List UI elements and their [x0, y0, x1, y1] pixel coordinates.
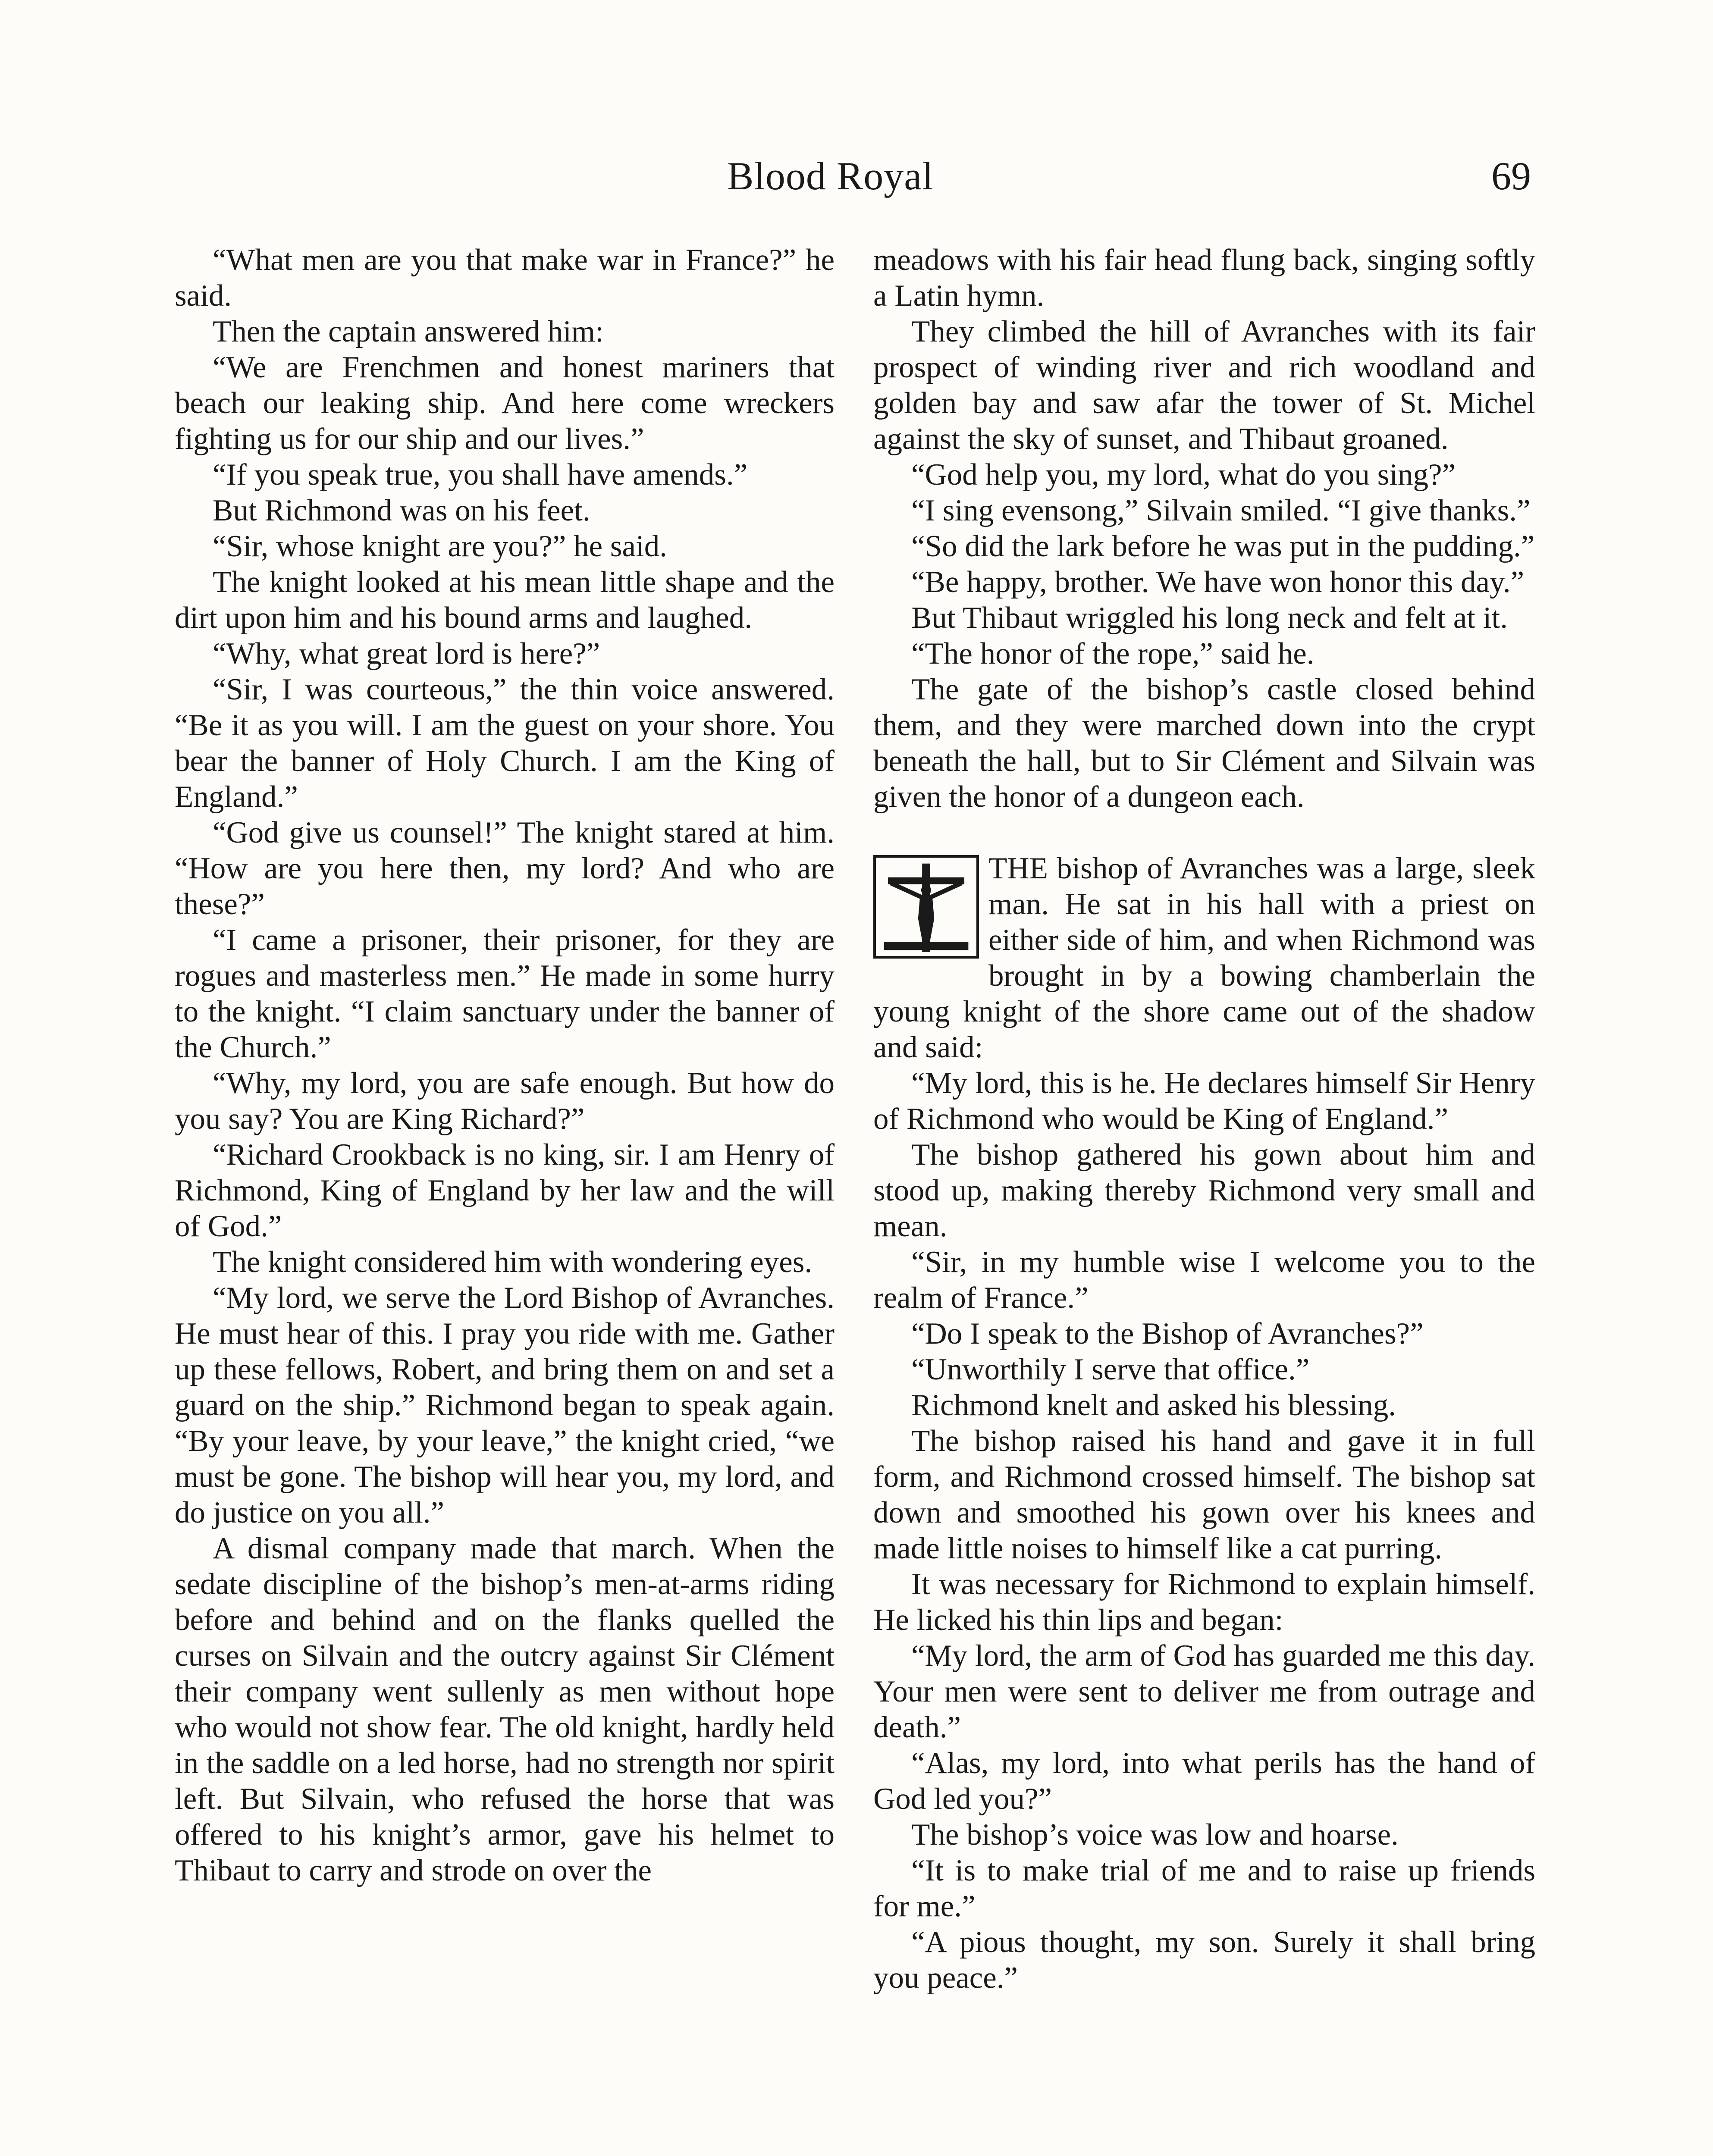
paragraph: “A pious thought, my son. Surely it shall bring you peace.”: [873, 1925, 1535, 1995]
paragraph: But Richmond was on his feet.: [213, 494, 590, 527]
section-break: [873, 815, 1535, 851]
paragraph: “So did the lark before he was put in the pudding.”: [911, 530, 1535, 563]
paragraph: “We are Frenchmen and honest mariners that beach our leaking ship. And here come wreckers fighting us for our ship and our lives.”: [175, 351, 835, 456]
paragraph: “It is to make trial of me and to raise up friends for me.”: [873, 1854, 1535, 1923]
paragraph: They climbed the hill of Avranches with its fair prospect of winding river and rich woodland and golden bay and saw afar the tower of St. Michel against the sky of sunset, and Thibaut groaned.: [873, 315, 1535, 456]
paragraph: “I sing evensong,” Silvain smiled. “I give thanks.”: [911, 494, 1531, 527]
crucifix-icon: [873, 855, 979, 959]
left-column: [175, 242, 835, 1889]
paragraph: It was necessary for Richmond to explain himself. He licked his thin lips and began:: [873, 1567, 1535, 1637]
running-title: Blood Royal: [727, 154, 934, 198]
right-column-top-text: [873, 242, 1535, 815]
running-head: [0, 153, 1713, 201]
paragraph: “Do I speak to the Bishop of Avranches?”: [911, 1317, 1424, 1351]
paragraph: “I came a prisoner, their prisoner, for they are rogues and masterless men.” He made in some hurry to the knight. “I claim sanctuary under the banner of the Church.”: [175, 923, 835, 1064]
paragraph: meadows with his fair head flung back, singing softly a Latin hymn.: [873, 243, 1535, 313]
paragraph: “Sir, in my humble wise I welcome you to the realm of France.”: [873, 1245, 1535, 1315]
right-column-bottom-text: [873, 1065, 1535, 1996]
paragraph: “Alas, my lord, into what perils has the hand of God led you?”: [873, 1746, 1535, 1816]
paragraph: “My lord, this is he. He declares himself Sir Henry of Richmond who would be King of England.”: [873, 1066, 1535, 1136]
paragraph: “Unworthily I serve that office.”: [911, 1353, 1310, 1386]
paragraph: A dismal company made that march. When the sedate discipline of the bishop’s men-at-arms riding before and behind and on the flanks quelled the curses on Silvain and the outcry against Sir Clément their company went sullenly as men without hope who would not show fear. The old knight, hardly held in the saddle on a led horse, had no strength nor spirit left. But Silvain, who refused the horse that was offered to his knight’s armor, gave his helmet to Thibaut to carry and strode on over the: [175, 1532, 835, 1887]
paragraph: “Sir, I was courteous,” the thin voice answered. “Be it as you will. I am the guest on your shore. You bear the banner of Holy Church. I am the King of England.”: [175, 673, 835, 814]
right-column: [873, 242, 1535, 1996]
paragraph: The bishop gathered his gown about him and stood up, making thereby Richmond very small and mean.: [873, 1138, 1535, 1243]
page-number: 69: [1491, 154, 1531, 198]
paragraph: Richmond knelt and asked his blessing.: [911, 1388, 1396, 1422]
paragraph: The bishop raised his hand and gave it in full form, and Richmond crossed himself. The bishop sat down and smoothed his gown over his knees and made little noises to himself like a cat purring.: [873, 1424, 1535, 1565]
paragraph: The gate of the bishop’s castle closed behind them, and they were marched down into the crypt beneath the hall, but to Sir Clément and Silvain was given the honor of a dungeon each.: [873, 673, 1535, 814]
paragraph: “God help you, my lord, what do you sing?”: [911, 458, 1456, 492]
paragraph: “Sir, whose knight are you?” he said.: [213, 530, 667, 563]
paragraph: “The honor of the rope,” said he.: [911, 637, 1315, 671]
paragraph: Then the captain answered him:: [213, 315, 604, 348]
paragraph: “If you speak true, you shall have amends.”: [213, 458, 748, 492]
paragraph: “My lord, we serve the Lord Bishop of Avranches. He must hear of this. I pray you ride with me. Gather up these fellows, Robert, and bring them on and set a guard on the ship.” Richmond began to speak again. “By your leave, by your leave,” the knight cried, “we must be gone. The bishop will hear you, my lord, and do justice on you all.”: [175, 1281, 835, 1529]
paragraph: The bishop’s voice was low and hoarse.: [911, 1818, 1399, 1852]
paragraph: But Thibaut wriggled his long neck and felt at it.: [911, 601, 1508, 635]
paragraph: “Why, what great lord is here?”: [213, 637, 600, 671]
paragraph: “Why, my lord, you are safe enough. But how do you say? You are King Richard?”: [175, 1066, 835, 1136]
paragraph: “My lord, the arm of God has guarded me this day. Your men were sent to deliver me from outrage and death.”: [873, 1639, 1535, 1744]
paragraph: The knight looked at his mean little shape and the dirt upon him and his bound arms and laughed.: [175, 565, 835, 635]
paragraph: “Be happy, brother. We have won honor this day.”: [911, 565, 1525, 599]
paragraph: “God give us counsel!” The knight stared at him. “How are you here then, my lord? And who are these?”: [175, 816, 835, 921]
dropcap-paragraph: [873, 851, 1535, 1065]
paragraph: “What men are you that make war in France?” he said.: [175, 243, 835, 313]
paragraph: The knight considered him with wondering eyes.: [213, 1245, 813, 1279]
dropcap-paragraph-text: THE bishop of Avranches was a large, sleek man. He sat in his hall with a priest on either side of him, and when Richmond was brought in by a bowing chamberlain the young knight of the shore came out of the shadow and said:: [873, 852, 1535, 1064]
paragraph: “Richard Crookback is no king, sir. I am Henry of Richmond, King of England by her law and the will of God.”: [175, 1138, 835, 1243]
